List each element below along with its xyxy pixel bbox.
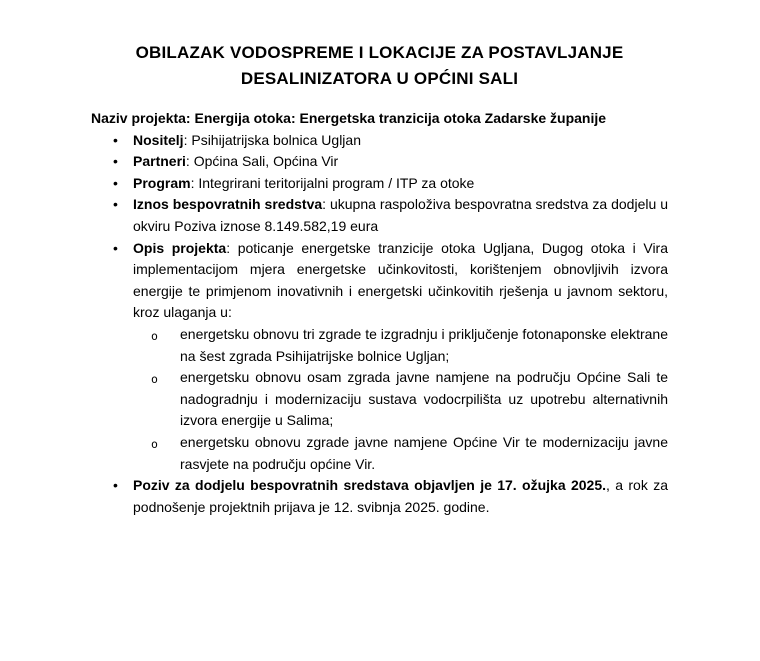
bullet-cell xyxy=(91,238,133,260)
title-line-1: OBILAZAK VODOSPREME I LOKACIJE ZA POSTAVLJANJE xyxy=(135,43,624,62)
sub-list-item-text: energetsku obnovu osam zgrada javne namjene na području Općine Sali te nadogradnju i modernizaciju sustava vodocrpilišta uz upotrebu alternativnih izvora energije u Salima; xyxy=(180,369,668,429)
document-title xyxy=(91,40,668,92)
list-item-body: : Integrirani teritorijalni program / ITP za otoke xyxy=(190,174,475,191)
bullet-cell xyxy=(91,173,133,195)
list-item-label: Program xyxy=(133,174,191,191)
bullet-cell xyxy=(91,432,180,455)
list-item-label: Nositelj xyxy=(133,131,184,148)
list-item-text xyxy=(133,173,668,195)
circle-bullet-icon: o xyxy=(151,436,158,451)
list-item-label: Opis projekta xyxy=(133,239,227,256)
list-item-body: : Psihijatrijska bolnica Ugljan xyxy=(183,131,361,148)
circle-bullet-icon: o xyxy=(151,372,158,387)
list-item-poziv xyxy=(91,475,668,518)
list-item-partneri xyxy=(91,151,668,173)
sub-list-item-ugljan xyxy=(91,324,668,367)
list-item-text xyxy=(133,151,668,173)
list-item-opis xyxy=(91,238,668,324)
list-item-text xyxy=(133,130,668,152)
title-line-2: DESALINIZATORA U OPĆINI SALI xyxy=(240,69,519,88)
list-item-nositelj xyxy=(91,130,668,152)
list-item-body: : Općina Sali, Općina Vir xyxy=(185,153,339,170)
project-name-line: Naziv projekta: Energija otoka: Energetska tranzicija otoka Zadarske županije xyxy=(91,110,607,126)
bullet-icon: • xyxy=(113,131,118,148)
list-item-program xyxy=(91,173,668,195)
list-item-label: Poziv za dodjelu bespovratnih sredstava objavljen je 17. ožujka 2025. xyxy=(133,477,607,494)
bullet-cell xyxy=(91,324,180,347)
list-item-text xyxy=(133,238,668,324)
sub-list-item-vir xyxy=(91,432,668,475)
list-item-label: Partneri xyxy=(133,153,186,170)
bullet-cell xyxy=(91,367,180,390)
circle-bullet-icon: o xyxy=(151,328,158,343)
list-item-body: : poticanje energetske tranzicije otoka Ugljana, Dugog otoka i Vira implementacijom mjera energetske učinkovitosti, korištenjem obnovljivih izvora energije te primjenom inovativnih i energetski učinkovitih rješenja u javnom sektoru, kroz ulaganja u: xyxy=(133,239,669,321)
bullet-cell xyxy=(91,151,133,173)
bullet-cell xyxy=(91,130,133,152)
bullet-icon: • xyxy=(113,153,118,170)
list-item-body: : ukupna raspoloživa bespovratna sredstva za dodjelu u okviru Poziva iznose 8.149.582,19 eura xyxy=(133,196,668,234)
list-item-text xyxy=(133,194,668,237)
bullet-cell xyxy=(91,194,133,216)
bullet-icon: • xyxy=(113,239,118,256)
bullet-cell xyxy=(91,475,133,497)
list-item-label: Iznos bespovratnih sredstva xyxy=(133,196,323,213)
list-item-iznos xyxy=(91,194,668,237)
sub-list-item-text: energetsku obnovu zgrade javne namjene Općine Vir te modernizaciju javne rasvjete na području općine Vir. xyxy=(180,433,668,472)
bullet-icon: • xyxy=(113,174,118,191)
bullet-list xyxy=(91,130,668,519)
list-item-text xyxy=(133,475,668,518)
list-item-body: , a rok za podnošenje projektnih prijava je 12. svibnja 2025. godine. xyxy=(133,477,668,515)
sub-list-item-text: energetsku obnovu tri zgrade te izgradnju i priključenje fotonaponske elektrane na šest zgrada Psihijatrijske bolnice Ugljan; xyxy=(180,325,668,364)
sub-list-item-sali xyxy=(91,367,668,432)
bullet-icon: • xyxy=(113,477,118,494)
bullet-icon: • xyxy=(113,196,118,213)
